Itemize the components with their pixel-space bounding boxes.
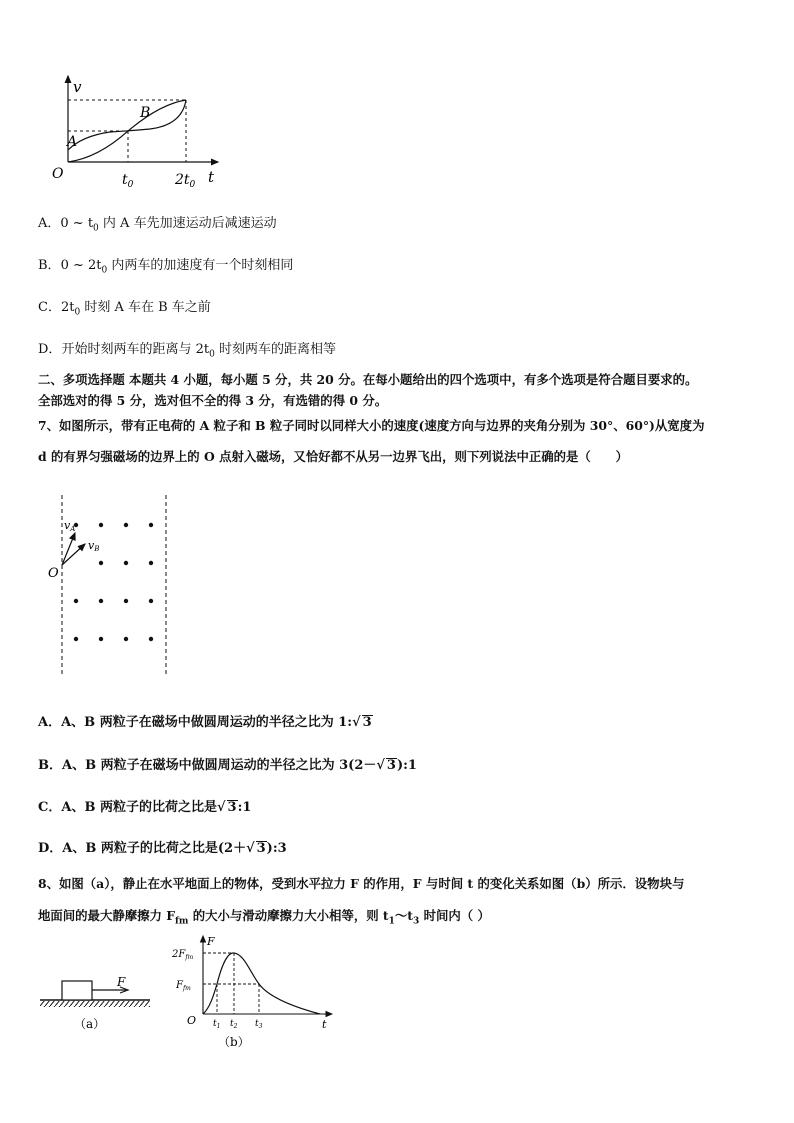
option-text: A、B 两粒子在磁场中做圆周运动的半径之比为 3(2－ [62,758,377,773]
q6-option-b [38,254,293,276]
q8-text: 的大小与滑动摩擦力大小相等，则 t [188,908,389,923]
field-figure [44,495,184,680]
vt-tick-2t0: $2t_0$ [175,172,196,190]
q6-option-a [38,212,277,234]
vt-x-label: t [208,168,215,186]
sqrt-symbol: √ 3 [246,841,266,856]
vt-graph [40,70,230,195]
option-tail: :1 [237,800,252,815]
option-tail: ):1 [396,758,417,773]
option-text: A、B 两粒子的比荷之比是(2＋ [62,841,247,856]
option-letter: D． [38,841,63,856]
option-letter: C． [38,800,62,815]
option-sub: 0 [209,349,215,360]
q7-line1: 7、如图所示，带有正电荷的 A 粒子和 B 粒子同时以同样大小的速度(速度方向与边界的夹角分别为 30°、60°)从宽度为 [38,418,705,433]
option-math: 0 ~ 2t [60,258,102,273]
field-origin: O [48,566,59,581]
option-text: A、B 两粒子在磁场中做圆周运动的半径之比为 1: [61,715,353,730]
velocity-a-arrow [62,533,75,565]
option-letter: B． [38,258,61,273]
q7-option-b [38,754,417,773]
option-sub: 0 [93,223,99,234]
option-text: 内两车的加速度有一个时刻相同 [107,258,294,273]
q8-sub: fm [175,916,189,927]
sqrt-symbol: √ 3 [376,758,396,773]
force-label: F [117,975,126,989]
vt-label-a: A [67,134,78,150]
q8-line2 [38,906,490,926]
option-letter: B． [38,758,62,773]
ft-tick-t3: $t_3$ [255,1019,263,1030]
q7-line2: d 的有界匀强磁场的边界上的 O 点射入磁场，又恰好都不从另一边界飞出，则下列说法中正确的是（ ） [38,449,628,464]
ft-origin: O [187,1014,197,1027]
q8-sub: 1 [388,916,395,927]
q8-text: 地面间的最大静摩擦力 F [38,908,176,923]
vt-y-label: v [73,78,82,96]
option-text: A、B 两粒子的比荷之比是 [61,800,217,815]
velocity-b-label: vB [88,539,100,553]
q8-text: 时间内（ ） [419,908,490,923]
option-letter: A． [38,216,61,231]
block [62,981,92,1000]
q8-sub: 3 [413,916,420,927]
option-text: 时刻 A 车在 B 车之前 [80,300,211,315]
option-letter: C． [38,300,61,315]
option-letter: D． [38,342,62,357]
sqrt-symbol: √ 3 [352,715,372,730]
q6-option-d [38,338,336,360]
velocity-a-label: vA [64,519,76,533]
figure-a-caption: （a） [74,1017,106,1031]
option-sub: 0 [74,307,81,318]
ft-label-2f: $2F_{fm}$ [172,949,194,961]
q7-option-a [38,711,373,730]
q8-text: ～t [394,908,414,923]
ground-hatch [40,1001,150,1007]
option-math: 0 ~ t [60,216,94,231]
vt-tick-t0: $t_0$ [122,172,134,190]
ft-tick-t1: $t_1$ [213,1019,221,1030]
option-math: 2t [60,300,75,315]
ft-curve [203,953,320,1014]
field-dots [74,523,153,641]
velocity-b-arrow [62,544,85,565]
figure-a [40,970,160,1035]
sqrt-symbol: √ 3 [216,800,237,815]
q7-option-c [38,796,251,815]
ft-x-label: t [322,1018,327,1031]
section2-line2: 全部选对的得 5 分，选对但不全的得 3 分，有选错的得 0 分。 [38,393,388,408]
option-text: 时刻两车的距离相等 [214,342,336,357]
q6-option-c [38,296,211,318]
ft-y-label: F [207,935,215,948]
ft-label-f: $F_{fm}$ [176,980,191,992]
option-tail: ):3 [266,841,287,856]
option-text: 内 A 车先加速运动后减速运动 [98,216,277,231]
ft-tick-t2: $t_2$ [230,1019,238,1030]
figure-b-caption: （b） [218,1035,250,1049]
q7-option-d [38,837,287,856]
option-math: 开始时刻两车的距离与 2t [61,342,210,357]
vt-origin: O [52,166,64,182]
figure-b [170,930,340,1055]
vt-curve-a [68,100,186,150]
section2-line1: 二、多项选择题 本题共 4 小题，每小题 5 分，共 20 分。在每小题给出的四个选项中，有多个选项是符合题目要求的。 [38,372,698,387]
option-sub: 0 [101,265,108,276]
option-letter: A． [38,715,62,730]
q8-line1: 8、如图（a），静止在水平地面上的物体，受到水平拉力 F 的作用，F 与时间 t 的变化关系如图（b）所示．设物块与 [38,876,685,891]
vt-label-b: B [140,105,151,121]
